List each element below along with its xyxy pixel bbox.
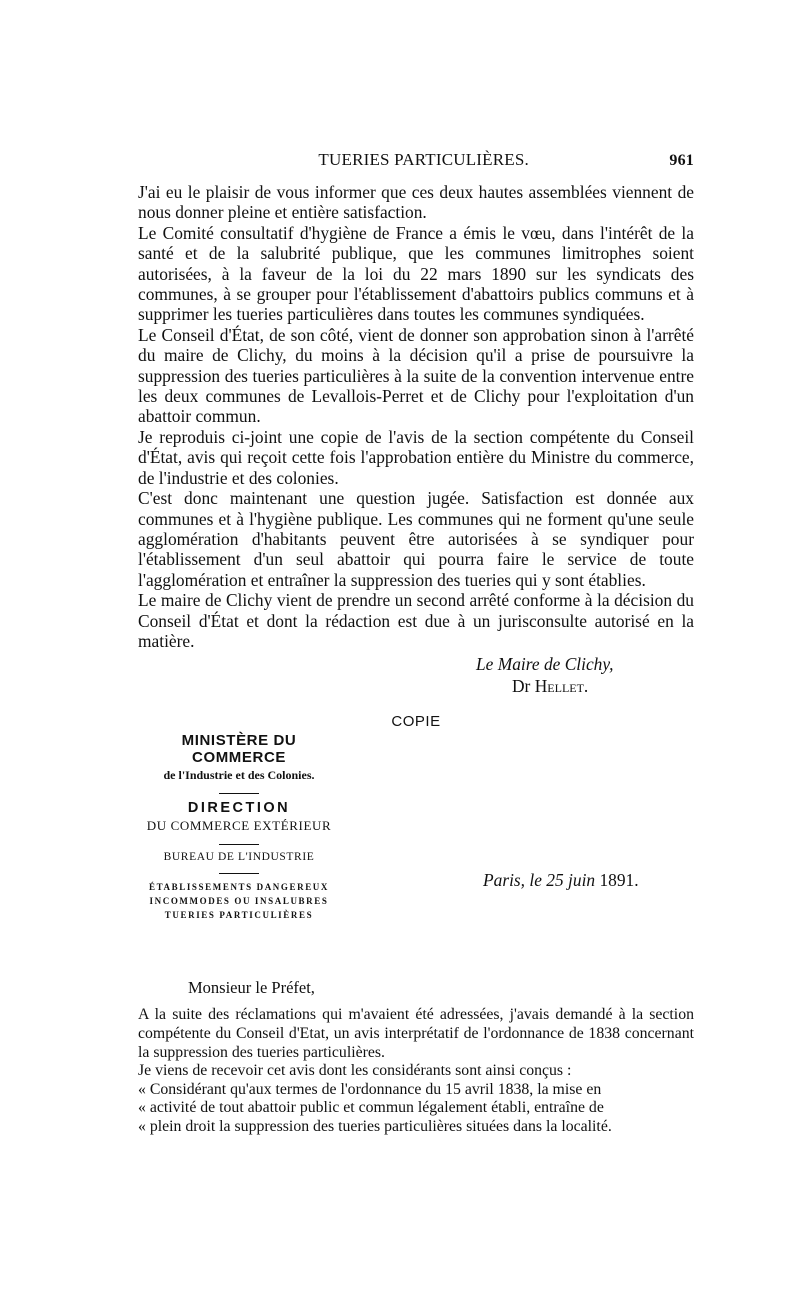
copy-heading: COPIE <box>391 713 441 731</box>
direction-subtitle: DU COMMERCE EXTÉRIEUR <box>146 818 332 834</box>
signature-block <box>476 653 694 697</box>
letter-paragraph: Le maire de Clichy vient de prendre un second arrêté conforme à la décision du Conseil d'État et dont la rédaction est due à un jurisconsulte autorisé en la matière. <box>138 590 694 651</box>
signature-surname: Hellet. <box>534 676 589 697</box>
divider <box>219 793 259 794</box>
page-number: 961 <box>669 152 694 169</box>
signature-title-prefix: Dr <box>512 676 531 697</box>
copy-body <box>138 1006 694 1136</box>
dateline <box>483 870 639 891</box>
letter-paragraph: Le Comité consultatif d'hygiène de France a émis le vœu, dans l'intérêt de la santé et de la salubrité publique, que les communes limitrophes soient autorisées, à la faveur de la loi du 22 mars 1890 sur les syndicats des communes, à se grouper pour l'établissement d'abattoirs publics communs et à supprimer les tueries particulières dans toutes les communes syndiquées. <box>138 222 694 325</box>
subject-line: ÉTABLISSEMENTS DANGEREUX <box>148 882 330 893</box>
document-page <box>138 150 694 1137</box>
dateline-date: le 25 juin <box>529 870 596 891</box>
ministry-title: MINISTÈRE DU COMMERCE <box>181 732 297 767</box>
signature-role: Le Maire de Clichy, <box>476 654 614 675</box>
ministry-letterhead <box>138 732 340 922</box>
running-head <box>138 150 694 170</box>
copy-paragraph: « activité de tout abattoir public et commun légalement établi, entraîne de <box>138 1099 604 1117</box>
signature-name <box>476 675 694 697</box>
salutation: Monsieur le Préfet, <box>188 978 315 998</box>
subject-line: TUERIES PARTICULIÈRES <box>164 910 314 921</box>
letter-paragraph: J'ai eu le plaisir de vous informer que ces deux hautes assemblées viennent de nous donner pleine et entière satisfaction. <box>138 182 694 223</box>
letterhead-block <box>138 732 694 972</box>
bureau-name: BUREAU DE L'INDUSTRIE <box>163 851 315 864</box>
letter-paragraph: Je reproduis ci-joint une copie de l'avis de la section compétente du Conseil d'État, avis qui reçoit cette fois l'approbation entière du Ministre du commerce, de l'industrie et des colonies. <box>138 426 694 488</box>
subject-line: INCOMMODES OU INSALUBRES <box>149 896 329 907</box>
dateline-place: Paris, <box>483 870 526 891</box>
ministry-subtitle: de l'Industrie et des Colonies. <box>163 768 315 783</box>
copy-paragraph: Je viens de recevoir cet avis dont les considérants sont ainsi conçus : <box>138 1062 572 1080</box>
running-title: TUERIES PARTICULIÈRES. <box>318 150 529 169</box>
letter-paragraph: C'est donc maintenant une question jugée. Satisfaction est donnée aux communes et à l'hygiène publique. Les communes qui ne forment qu'une seule agglomération d'habitants peuvent être autorisées à se syndiquer pour l'établissement d'un seul abattoir qui pourra faire le service de toute l'agglomération et entraîner la suppression des tueries qui y sont établies. <box>138 488 694 590</box>
direction-title: DIRECTION <box>187 800 291 817</box>
divider <box>219 844 259 845</box>
copy-paragraph: A la suite des réclamations qui m'avaient été adressées, j'avais demandé à la section compétente du Conseil d'Etat, un avis interprétatif de l'ordonnance de 1838 concernant la suppression des tueries particulières. <box>138 1006 694 1061</box>
letter-paragraph: Le Conseil d'État, de son côté, vient de donner son approbation sinon à l'arrêté du maire de Clichy, du moins à la décision qu'il a prise de poursuivre la suppression des tueries particulières à la suite de la convention intervenue entre les deux communes de Levallois-Perret et de Clichy pour l'exploitation d'un abattoir commun. <box>138 324 694 427</box>
subject-lines <box>138 880 340 922</box>
letter-body <box>138 182 694 651</box>
copy-paragraph: « plein droit la suppression des tueries particulières situées dans la localité. <box>138 1117 612 1135</box>
dateline-year: 1891. <box>599 870 639 891</box>
copy-paragraph: « Considérant qu'aux termes de l'ordonnance du 15 avril 1838, la mise en <box>138 1080 602 1098</box>
divider <box>219 873 259 874</box>
